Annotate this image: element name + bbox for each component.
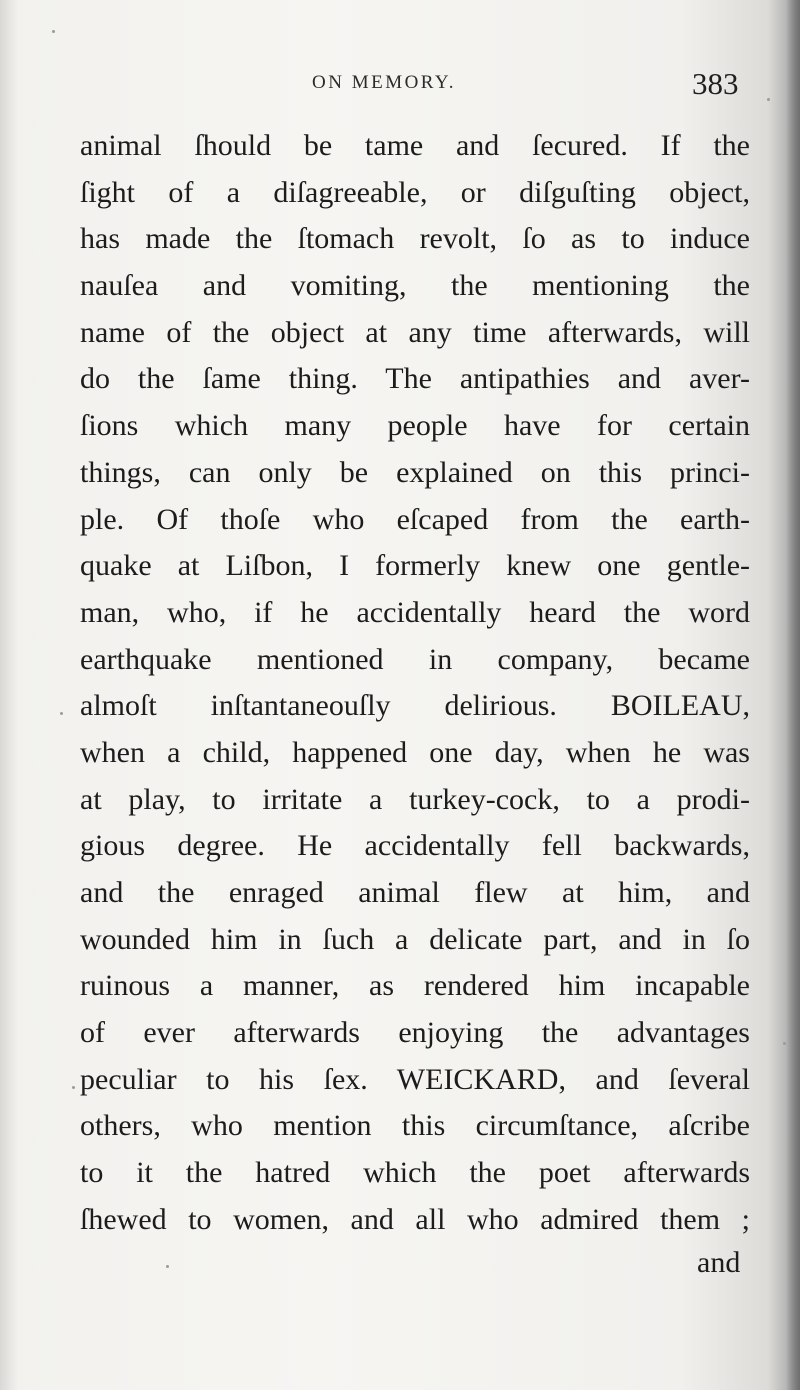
- paper-speck: [767, 98, 770, 101]
- text-line: peculiar to his ſex. WEICKARD, and ſeveral: [80, 1062, 750, 1096]
- text-line: ſions which many people have for certain: [80, 409, 750, 443]
- text-line: almoſt inſtantaneouſly delirious. BOILEAU,: [80, 689, 750, 723]
- text-line: quake at Liſbon, I formerly knew one gentle-: [80, 549, 750, 583]
- catchword: and: [697, 1246, 741, 1279]
- text-line: ſhewed to women, and all who admired them ;: [80, 1202, 750, 1236]
- page-number: 383: [692, 66, 739, 101]
- paper-speck: [166, 1265, 169, 1268]
- text-line: ruinous a manner, as rendered him incapable: [80, 969, 750, 1003]
- text-line: man, who, if he accidentally heard the word: [80, 595, 750, 629]
- text-line: ſight of a diſagreeable, or diſguſting object,: [80, 175, 750, 209]
- paper-speck: [72, 1086, 75, 1089]
- text-line: at play, to irritate a turkey-cock, to a prodi-: [80, 782, 750, 816]
- text-line: of ever afterwards enjoying the advantages: [80, 1016, 750, 1050]
- text-line: has made the ſtomach revolt, ſo as to induce: [80, 222, 750, 256]
- text-line: do the ſame thing. The antipathies and aver-: [80, 362, 750, 396]
- text-line: gious degree. He accidentally fell backwards,: [80, 829, 750, 863]
- text-line: others, who mention this circumſtance, aſcribe: [80, 1109, 750, 1143]
- text-line: things, can only be explained on this princi-: [80, 455, 750, 489]
- text-line: to it the hatred which the poet afterwards: [80, 1156, 750, 1190]
- paper-speck: [783, 1042, 786, 1045]
- text-line: ple. Of thoſe who eſcaped from the earth-: [80, 502, 750, 536]
- body-text: [80, 123, 750, 1244]
- text-line: when a child, happened one day, when he was: [80, 735, 750, 769]
- text-line: earthquake mentioned in company, became: [80, 642, 750, 676]
- text-line: name of the object at any time afterwards, will: [80, 315, 750, 349]
- page-header: [0, 66, 800, 106]
- text-line: animal ſhould be tame and ſecured. If the: [80, 129, 750, 162]
- page-edge-shadow: [786, 0, 800, 1390]
- paper-speck: [52, 30, 55, 33]
- text-line: and the enraged animal flew at him, and: [80, 876, 750, 909]
- paper-speck: [60, 712, 63, 715]
- text-line: wounded him in ſuch a delicate part, and in ſo: [80, 922, 750, 956]
- running-head: ON MEMORY.: [312, 72, 456, 93]
- text-line: nauſea and vomiting, the mentioning the: [80, 269, 750, 303]
- gutter-shadow: [0, 0, 18, 1390]
